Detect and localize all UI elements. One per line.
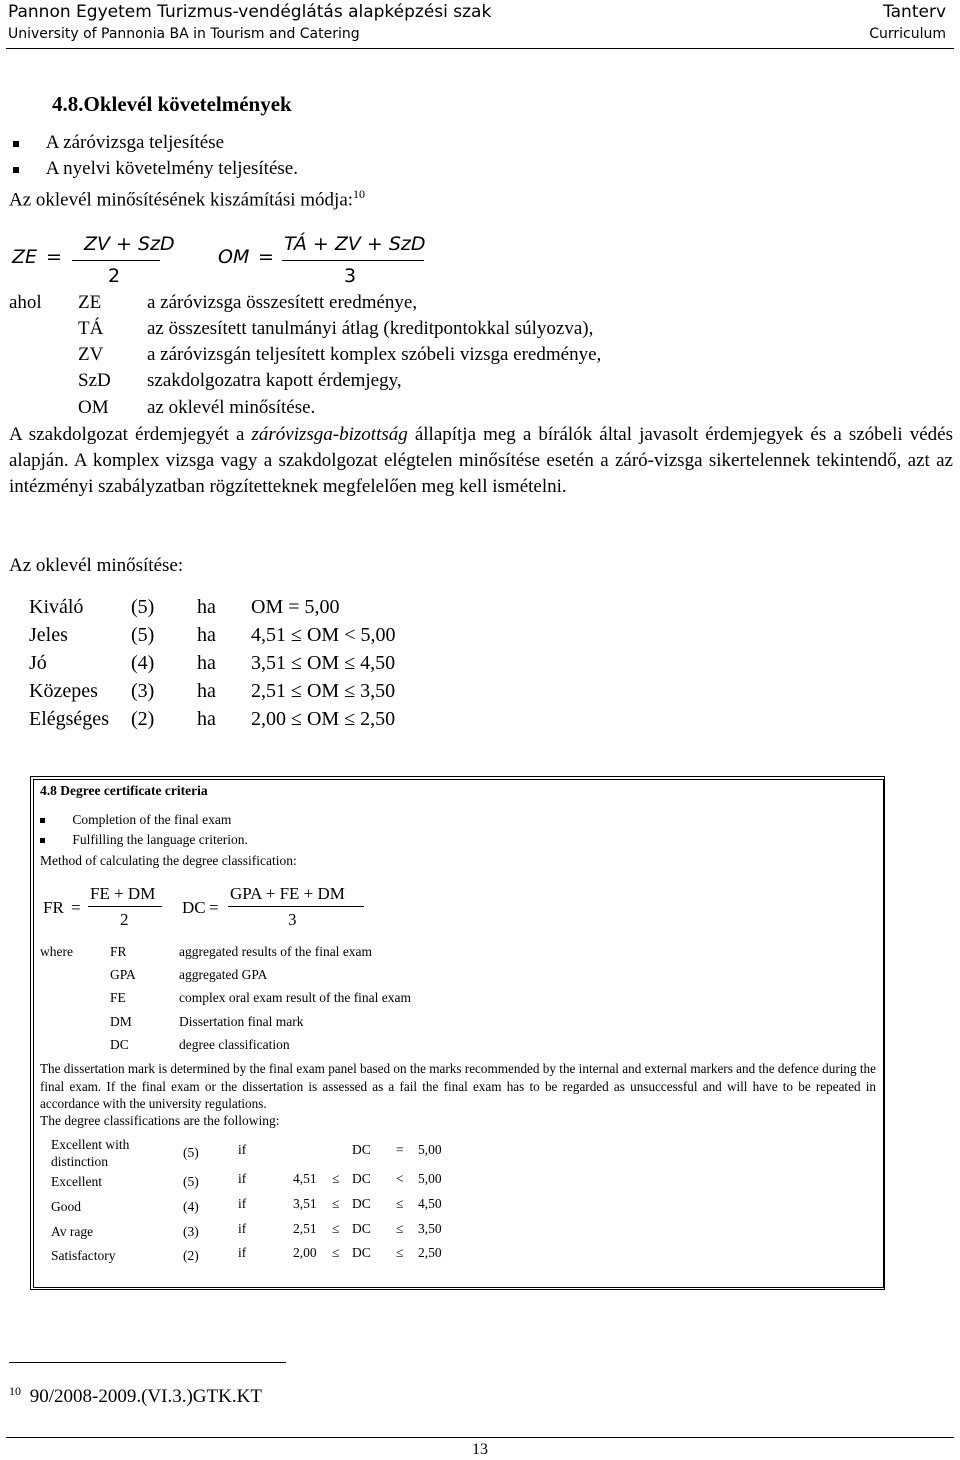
class-op1: ≤: [332, 1245, 340, 1260]
class-row: [51, 1171, 461, 1198]
grade-number: (2): [131, 708, 155, 730]
formula-lhs: ZE: [12, 246, 38, 268]
fraction-bar: [88, 906, 162, 907]
bullet-icon: [13, 167, 19, 173]
fraction-bar: [72, 260, 160, 261]
footnote-text: 90/2008-2009.(VI.3.)GTK.KT: [29, 1386, 262, 1408]
bullet-item: [40, 812, 231, 828]
class-row: [51, 1245, 461, 1272]
grade-condition: 3,51 ≤ OM ≤ 4,50: [251, 652, 396, 674]
def-abbr: SzD: [78, 370, 111, 391]
grade-name: Jeles: [29, 624, 68, 646]
formula-denominator: 3: [344, 265, 357, 287]
paragraph-text: állapítja meg a bírálók által javasolt érdemjegyek és a szóbeli védés alapján. A komplex vizsga vagy a szakdolgozat elégtelen minősítése esetén a záró-vizsga sikertelennek tekintendő, azt az intézményi szabályzatban rögzítetteknek megfelelően meg kell ismételni.: [9, 424, 953, 497]
def-abbr: ZV: [78, 344, 104, 365]
class-if: if: [238, 1196, 247, 1211]
grade-condition: 2,00 ≤ OM ≤ 2,50: [251, 708, 396, 730]
grade-condition: OM = 5,00: [251, 596, 340, 618]
class-upper: 2,50: [418, 1245, 442, 1260]
formula-numerator: FE + DM: [90, 884, 156, 903]
grade-condition: 2,51 ≤ OM ≤ 3,50: [251, 680, 396, 702]
class-name: Excellent: [51, 1174, 102, 1189]
grade-name: Jó: [29, 652, 47, 674]
class-op2: =: [396, 1142, 404, 1157]
class-number: (5): [183, 1145, 199, 1160]
grade-number: (4): [131, 652, 155, 674]
grades-label-hu: Az oklevél minősítése:: [9, 555, 184, 576]
formula-eq: =: [258, 246, 274, 268]
formula-denominator: 3: [288, 910, 297, 929]
classes-table-en: [51, 1136, 461, 1276]
class-number: (4): [183, 1199, 199, 1214]
class-upper: 5,00: [418, 1142, 442, 1157]
grade-number: (3): [131, 680, 155, 702]
class-name: Excellent with distinction: [51, 1137, 130, 1169]
formula-eq: =: [46, 246, 62, 268]
header-title: Pannon Egyetem Turizmus-vendéglátás alapképzési szak: [8, 2, 492, 22]
class-var: DC: [352, 1142, 371, 1157]
class-lower: 4,51: [293, 1171, 317, 1186]
class-op1: ≤: [332, 1171, 340, 1186]
formula-numerator: TÁ + ZV + SzD: [284, 233, 426, 255]
def-text: szakdolgozatra kapott érdemjegy,: [147, 370, 402, 391]
def-abbr: OM: [78, 397, 109, 418]
header-doc-type: Tanterv: [883, 2, 946, 22]
class-op2: ≤: [396, 1221, 404, 1236]
def-text: aggregated GPA: [179, 967, 268, 982]
grade-name: Elégséges: [29, 708, 109, 730]
formula-numerator: GPA + FE + DM: [230, 884, 345, 903]
class-name: Good: [51, 1199, 81, 1214]
class-if: if: [238, 1142, 247, 1157]
bullet-icon: [40, 838, 45, 843]
fraction-bar: [228, 906, 364, 907]
formula-lhs: FR: [43, 898, 64, 917]
paragraph-hu: [9, 422, 953, 500]
grade-number: (5): [131, 596, 155, 618]
method-label-hu: [9, 187, 365, 211]
class-op1: ≤: [332, 1196, 340, 1211]
formula-eq: =: [209, 898, 219, 917]
class-op2: <: [396, 1171, 404, 1186]
where-label: where: [40, 944, 73, 959]
grade-if: ha: [197, 680, 216, 702]
class-op2: ≤: [396, 1245, 404, 1260]
class-name: Satisfactory: [51, 1248, 116, 1263]
grade-if: ha: [197, 652, 216, 674]
class-op2: ≤: [396, 1196, 404, 1211]
where-label: ahol: [9, 292, 42, 313]
formula-denominator: 2: [120, 910, 129, 929]
formula-denominator: 2: [108, 265, 121, 287]
grade-if: ha: [197, 624, 216, 646]
class-if: if: [238, 1221, 247, 1236]
def-text: aggregated results of the final exam: [179, 944, 373, 959]
grade-if: ha: [197, 596, 216, 618]
class-var: DC: [352, 1171, 371, 1186]
def-abbr: DC: [110, 1037, 129, 1052]
class-var: DC: [352, 1221, 371, 1236]
class-number: (3): [183, 1224, 199, 1239]
paragraph-text: The dissertation mark is determined by the final exam panel based on the marks recommended by the internal and external markers and the defence during the final exam. If the final exam or the dissertation is assessed as a fail the final exam has to be regarded as unsuccessful and will have to be repeated in accordance with the university regulations.: [40, 1061, 877, 1111]
class-var: DC: [352, 1245, 371, 1260]
bullet-text: Fulfilling the language criterion.: [72, 832, 248, 847]
def-text: a záróvizsga összesített eredménye,: [147, 292, 418, 313]
formula-numerator: ZV + SzD: [84, 233, 175, 255]
def-abbr: DM: [110, 1014, 132, 1029]
class-op1: ≤: [332, 1221, 340, 1236]
grade-condition: 4,51 ≤ OM < 5,00: [251, 624, 396, 646]
footnote-ref: 10: [353, 187, 366, 201]
bullet-item: [40, 832, 248, 848]
classes-label-en: The degree classifications are the following:: [40, 1113, 280, 1128]
header-rule: [6, 48, 954, 49]
class-lower: 2,00: [293, 1245, 317, 1260]
footer-rule: [6, 1437, 954, 1438]
grade-name: Közepes: [29, 680, 98, 702]
header-subtitle: University of Pannonia BA in Tourism and Catering: [8, 26, 360, 42]
def-abbr: FR: [110, 944, 127, 959]
def-abbr: ZE: [78, 292, 102, 313]
grade-if: ha: [197, 708, 216, 730]
class-if: if: [238, 1245, 247, 1260]
class-upper: 5,00: [418, 1171, 442, 1186]
section-title-en: 4.8 Degree certificate criteria: [40, 783, 208, 798]
formula-lhs: OM: [218, 246, 250, 268]
section-title-hu: 4.8.Oklevél követelmények: [52, 92, 292, 116]
method-label-en: Method of calculating the degree classification:: [40, 853, 297, 868]
def-text: Dissertation final mark: [179, 1014, 304, 1029]
class-lower: 2,51: [293, 1221, 317, 1236]
def-abbr: TÁ: [78, 318, 104, 339]
paragraph-text: A szakdolgozat érdemjegyét a: [9, 424, 252, 445]
def-text: complex oral exam result of the final exam: [179, 990, 412, 1005]
def-text: az összesített tanulmányi átlag (kreditpontokkal súlyozva),: [147, 318, 594, 339]
formula-lhs: DC: [182, 898, 206, 917]
bullet-icon: [40, 818, 45, 823]
english-box: [33, 779, 884, 1288]
header-doc-type-en: Curriculum: [869, 26, 946, 42]
grade-name: Kiváló: [29, 596, 84, 618]
fraction-bar: [282, 260, 424, 261]
class-upper: 4,50: [418, 1196, 442, 1211]
footnote-mark: 10: [9, 1384, 21, 1398]
class-number: (2): [183, 1248, 199, 1263]
class-row: [51, 1196, 461, 1223]
bullet-text: Completion of the final exam: [72, 812, 232, 827]
def-text: az oklevél minősítése.: [147, 397, 316, 418]
footnote-separator: [9, 1362, 286, 1363]
paragraph-en: [40, 1060, 876, 1113]
page-number: 13: [472, 1441, 488, 1458]
grade-number: (5): [131, 624, 155, 646]
def-text: a záróvizsgán teljesített komplex szóbeli vizsga eredménye,: [147, 344, 602, 365]
def-text: degree classification: [179, 1037, 290, 1052]
class-number: (5): [183, 1174, 199, 1189]
footnote: [9, 1384, 262, 1408]
bullet-icon: [13, 141, 19, 147]
class-name: Av rage: [51, 1224, 94, 1239]
class-upper: 3,50: [418, 1221, 442, 1236]
formula-eq: =: [71, 898, 81, 917]
class-var: DC: [352, 1196, 371, 1211]
class-row: [51, 1136, 461, 1172]
def-abbr: GPA: [110, 967, 136, 982]
bullet-text: A nyelvi követelmény teljesítése.: [45, 158, 298, 179]
paragraph-italic: záróvizsga-bizottság: [251, 424, 408, 445]
def-abbr: FE: [110, 990, 126, 1005]
method-label-text: Az oklevél minősítésének kiszámítási módja:: [9, 189, 354, 211]
class-if: if: [238, 1171, 247, 1186]
bullet-item: [13, 158, 298, 180]
bullet-item: [13, 132, 224, 154]
bullet-text: A záróvizsga teljesítése: [45, 132, 225, 153]
class-lower: 3,51: [293, 1196, 317, 1211]
